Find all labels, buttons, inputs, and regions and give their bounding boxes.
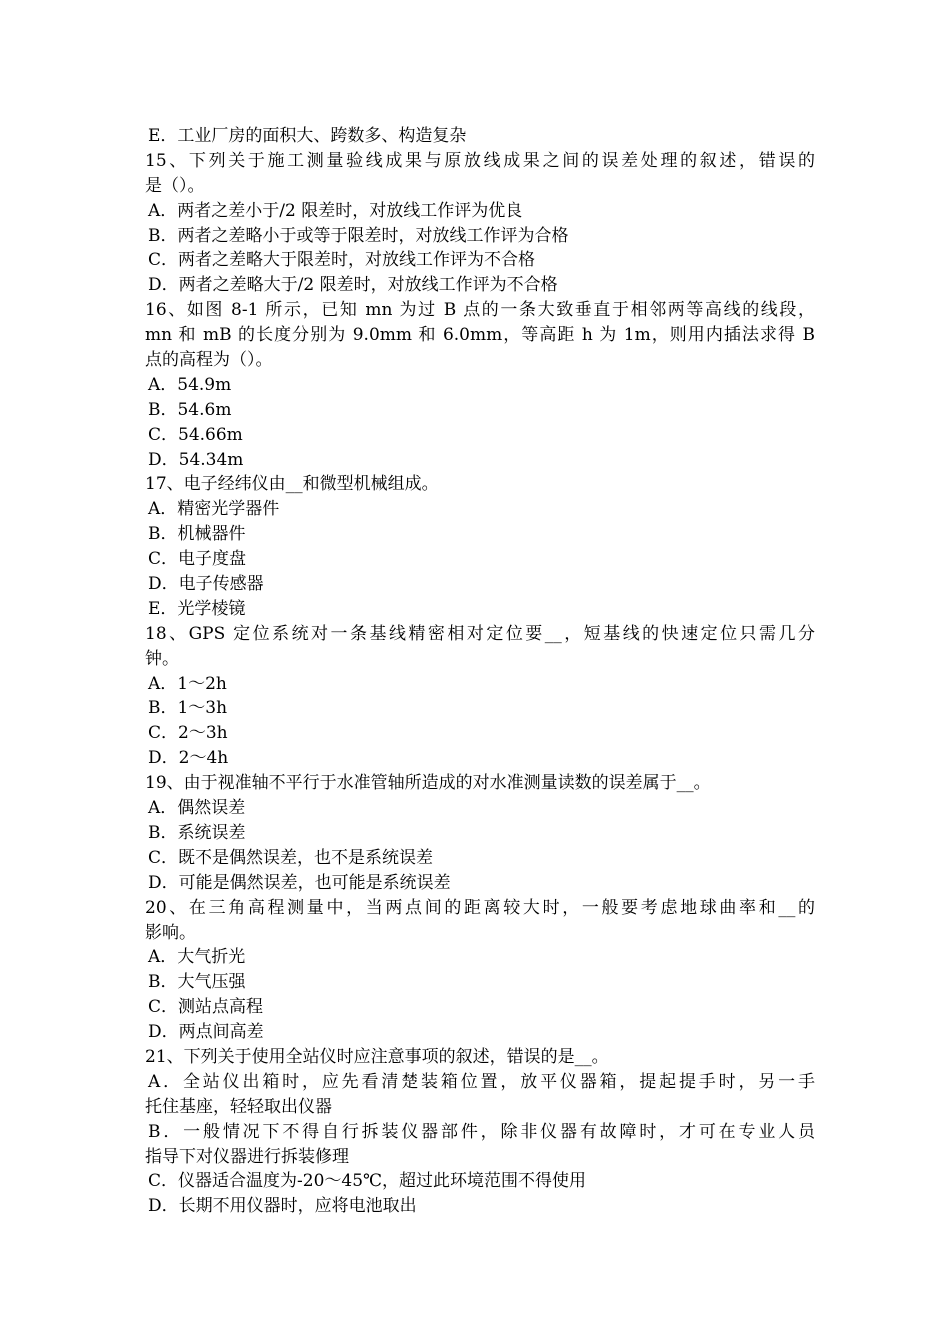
- question-text-continued: 指导下对仪器进行拆装修理: [145, 1146, 349, 1167]
- answer-option: C．测站点高程: [148, 997, 264, 1018]
- answer-option: A．1～2h: [148, 673, 227, 694]
- answer-option: B．1～3h: [148, 698, 228, 719]
- answer-option: B．两者之差略小于或等于限差时，对放线工作评为合格: [148, 225, 569, 246]
- question-text-continued: 影响。: [145, 922, 196, 943]
- answer-option: C．电子度盘: [148, 549, 247, 570]
- answer-option: B．系统误差: [148, 822, 246, 843]
- answer-option: C．54.66m: [148, 424, 243, 445]
- question-text-continued: 点的高程为（）。: [145, 350, 273, 371]
- answer-option: B．大气压强: [148, 972, 246, 993]
- answer-option: B．一般情况下不得自行拆装仪器部件，除非仪器有故障时，才可在专业人员: [148, 1121, 815, 1142]
- question-text-continued: 17、电子经纬仪由__和微型机械组成。: [145, 474, 439, 495]
- answer-option: D．电子传感器: [148, 574, 264, 595]
- answer-option: D．2～4h: [148, 748, 229, 769]
- question-text-continued: 21、下列关于使用全站仪时应注意事项的叙述，错误的是__。: [145, 1046, 609, 1067]
- answer-option: A．全站仪出箱时，应先看清楚装箱位置，放平仪器箱，提起提手时，另一手: [148, 1071, 815, 1092]
- question-text-continued: 19、由于视准轴不平行于水准管轴所造成的对水准测量读数的误差属于__。: [145, 773, 711, 794]
- answer-option: B．机械器件: [148, 524, 246, 545]
- answer-option: C．两者之差略大于限差时，对放线工作评为不合格: [148, 250, 536, 271]
- answer-option: A．精密光学器件: [148, 499, 280, 520]
- question-text-continued: 钟。: [145, 648, 179, 669]
- answer-option: D．两者之差略大于/2 限差时，对放线工作评为不合格: [148, 275, 558, 296]
- answer-option: B．54.6m: [148, 399, 232, 420]
- answer-option: D．54.34m: [148, 449, 244, 470]
- question-text: 15、下列关于施工测量验线成果与原放线成果之间的误差处理的叙述，错误的: [145, 150, 815, 171]
- answer-option: C．仪器适合温度为-20～45℃，超过此环境范围不得使用: [148, 1171, 587, 1192]
- question-text: 16、如图 8-1 所示，已知 mn 为过 B 点的一条大致垂直于相邻两等高线的线段，: [145, 300, 815, 321]
- question-text: 18、GPS 定位系统对一条基线精密相对定位要__，短基线的快速定位只需几分: [145, 623, 815, 644]
- answer-option: A．偶然误差: [148, 798, 246, 819]
- answer-option: D．长期不用仪器时，应将电池取出: [148, 1196, 417, 1217]
- question-text-continued: 托住基座，轻轻取出仪器: [145, 1096, 332, 1117]
- question-text-continued: 是（）。: [145, 175, 205, 196]
- answer-option: D．可能是偶然误差，也可能是系统误差: [148, 872, 451, 893]
- answer-option: C．2～3h: [148, 723, 228, 744]
- answer-option: A．两者之差小于/2 限差时，对放线工作评为优良: [148, 200, 523, 221]
- document-page: [145, 124, 815, 1219]
- answer-option: E．工业厂房的面积大、跨数多、构造复杂: [148, 126, 467, 146]
- answer-option: A．大气折光: [148, 947, 246, 968]
- answer-option: A．54.9m: [148, 374, 232, 395]
- question-text: mn 和 mB 的长度分别为 9.0mm 和 6.0mm，等高距 h 为 1m，则用内插法求得 B: [145, 325, 815, 346]
- question-text: 20、在三角高程测量中，当两点间的距离较大时，一般要考虑地球曲率和__的: [145, 897, 815, 918]
- answer-option: C．既不是偶然误差，也不是系统误差: [148, 847, 434, 868]
- answer-option: E．光学棱镜: [148, 598, 246, 619]
- answer-option: D．两点间高差: [148, 1022, 264, 1043]
